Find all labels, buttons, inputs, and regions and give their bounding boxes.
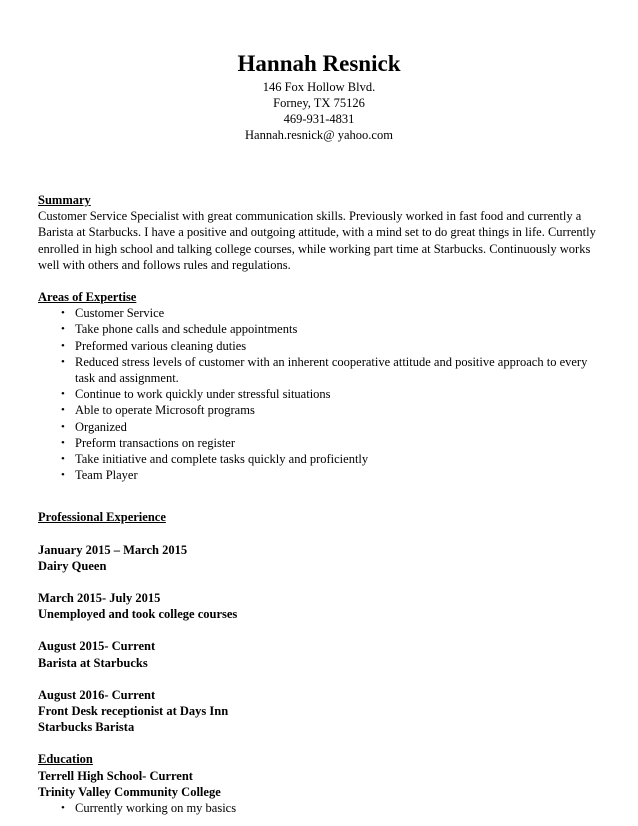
address-line: 146 Fox Hollow Blvd. (262, 80, 376, 94)
summary-line: Customer Service Specialist with great communication skills. Previously worked in fast food and currently a (38, 209, 582, 224)
education-section (38, 751, 598, 816)
list-item: • Continue to work quickly under stressful situations (38, 386, 598, 402)
job-title: Front Desk receptionist at Days Inn (38, 704, 229, 719)
list-item: • Preform transactions on register (38, 435, 598, 451)
resume-body (38, 192, 598, 816)
expertise-list (38, 305, 598, 483)
experience-section (38, 509, 598, 735)
school-name: Trinity Valley Community College (38, 784, 221, 799)
job-dates: August 2016- Current (38, 687, 156, 702)
list-item: • Take initiative and complete tasks quickly and proficiently (38, 451, 598, 467)
list-item: • Customer Service (38, 305, 598, 321)
education-list (38, 800, 598, 816)
resume-name: Hannah Resnick (237, 51, 401, 76)
school-name: Terrell High School- Current (38, 768, 193, 783)
resume-header (0, 50, 638, 143)
job-dates: August 2015- Current (38, 639, 156, 654)
summary-heading: Summary (38, 193, 91, 207)
list-item: • Take phone calls and schedule appointments (38, 321, 598, 337)
job-title: Unemployed and took college courses (38, 607, 238, 622)
education-heading: Education (38, 752, 93, 767)
list-item: • Team Player (38, 467, 598, 483)
email-line: Hannah.resnick@ yahoo.com (245, 128, 393, 142)
experience-heading: Professional Experience (38, 510, 166, 525)
list-item: • Currently working on my basics (38, 800, 598, 816)
list-item: • Reduced stress levels of customer with an inherent cooperative attitude and positive approach to every task and assignment. (38, 354, 598, 386)
job-title: Starbucks Barista (38, 720, 135, 735)
city-line: Forney, TX 75126 (273, 96, 365, 110)
list-item: • Able to operate Microsoft programs (38, 402, 598, 418)
list-item: • Preformed various cleaning duties (38, 338, 598, 354)
summary-section (38, 192, 598, 273)
job-title: Dairy Queen (38, 558, 107, 573)
summary-line: well with others and follows rules and regulations. (38, 257, 291, 272)
job-title: Barista at Starbucks (38, 655, 148, 670)
job-dates: March 2015- July 2015 (38, 591, 161, 606)
summary-line: enrolled in high school and talking college courses, while working part time at Starbucks. Continuously works (38, 241, 591, 256)
expertise-section (38, 289, 598, 483)
job-dates: January 2015 – March 2015 (38, 542, 188, 557)
expertise-heading: Areas of Expertise (38, 290, 137, 305)
summary-line: Barista at Starbucks. I have a positive and outgoing attitude, with a mind set to do great things in life. Currently (38, 225, 596, 240)
list-item: • Organized (38, 419, 598, 435)
phone-line: 469-931-4831 (283, 112, 355, 126)
